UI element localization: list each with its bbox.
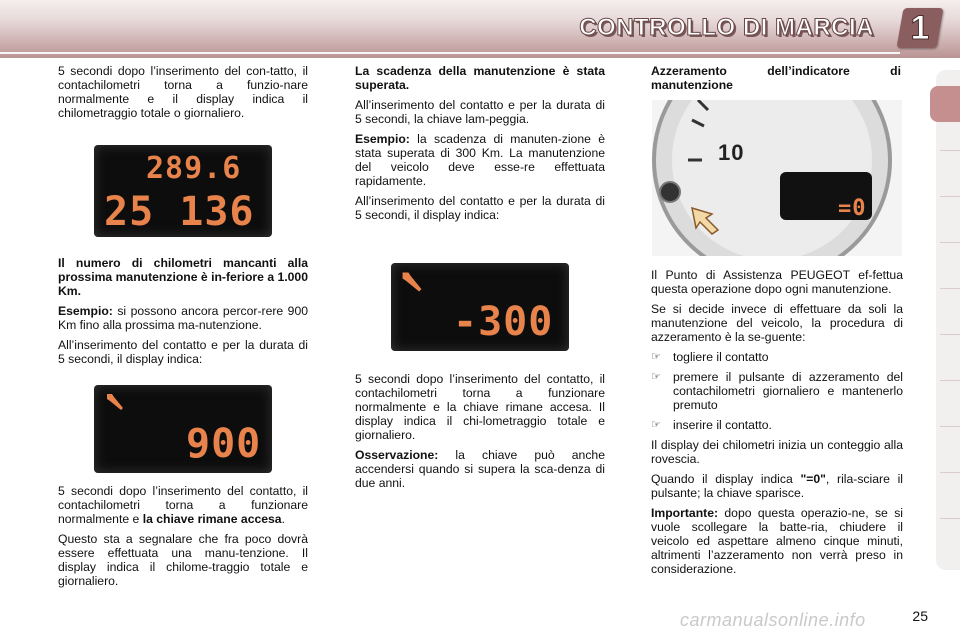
section-heading: Il numero di chilometri mancanti alla prossima manutenzione è in-feriore a 1.000 Km.	[58, 256, 308, 298]
paragraph: Se si decide invece di effettuare da soli la manutenzione del veicolo, la procedura di azzeramento è la se-guente:	[651, 302, 903, 344]
watermark: carmanualsonline.info	[680, 610, 866, 630]
column-3-body	[651, 268, 903, 582]
example-text: si possono ancora percor-rere 900 Km fino alla prossima ma-nutenzione.	[58, 304, 308, 332]
trip-reading: 289.6	[146, 151, 242, 186]
step-item	[651, 370, 903, 412]
reset-display-value: =0	[838, 196, 867, 221]
paragraph	[58, 484, 308, 526]
important-text: dopo questa operazio-ne, se si vuole scollegare la batte-ria, chiudere il veicolo ed aspettare almeno cinque minuti, altrimenti l’azzeramento non verrà preso in considerazione.	[651, 506, 903, 576]
gauge-tick-label: 10	[718, 140, 745, 165]
observation-text: la chiave può anche accendersi quando si supera la sca-denza di due anni.	[355, 448, 605, 490]
chapter-badge	[896, 8, 943, 48]
paragraph: 5 secondi dopo l’inserimento del contatto, il contachilometri torna a funzionare normalmente e la chiave rimane accesa. Il display indica il chi-lometraggio totale e giornaliero.	[355, 372, 605, 442]
column-2-bottom	[355, 372, 605, 496]
page-number: 25	[912, 608, 928, 624]
paragraph: All’inserimento del contatto e per la durata di 5 secondi, la chiave lam-peggia.	[355, 98, 605, 126]
overdue-km: -300	[453, 299, 554, 345]
tab-divider	[940, 472, 960, 473]
emphasis-text: la chiave rimane accesa	[142, 512, 282, 526]
important-label: Importante:	[651, 506, 719, 520]
tab-divider	[940, 150, 960, 151]
step-text: premere il pulsante di azzeramento del contachilometri giornaliero e mantenerlo premuto	[673, 370, 903, 412]
column-3	[651, 64, 901, 98]
tab-divider	[940, 288, 960, 289]
example-text: la scadenza di manuten-zione è stata superata di 300 Km. La manutenzione del veicolo deve esse-re effettuata rapidamente.	[355, 132, 605, 188]
wrench-icon	[104, 391, 126, 413]
paragraph-text: Quando il display indica	[651, 472, 801, 486]
section-heading: Azzeramento dell’indicatore di manutenzione	[651, 64, 901, 92]
header-divider	[0, 52, 900, 54]
paragraph-text: , rila-sciare il pulsante; la chiave sparisce.	[651, 472, 903, 500]
tab-divider	[940, 334, 960, 335]
paragraph-text: 5 secondi dopo l’inserimento del contatto, il contachilometri torna a funzionare normalmente e	[58, 484, 308, 526]
chapter-tab-strip	[936, 70, 960, 570]
example-label: Esempio:	[58, 304, 113, 318]
paragraph: All’inserimento del contatto e per la durata di 5 secondi, il display indica:	[58, 338, 308, 366]
gauge-illustration	[652, 100, 902, 256]
step-text: inserire il contatto.	[673, 418, 772, 432]
tab-divider	[940, 196, 960, 197]
important-paragraph	[651, 506, 903, 576]
emphasis-text: "=0"	[800, 472, 826, 486]
odometer-display	[94, 145, 272, 237]
pointing-hand-icon: ☞	[651, 351, 661, 363]
step-item	[651, 350, 903, 364]
section-heading: La scadenza della manutenzione è stata superata.	[355, 64, 605, 92]
paragraph: All’inserimento del contatto e per la durata di 5 secondi, il display indica:	[355, 194, 605, 222]
paragraph	[651, 472, 903, 500]
chapter-tab-active[interactable]	[930, 86, 960, 122]
maintenance-display-900	[94, 385, 272, 473]
tab-divider	[940, 426, 960, 427]
paragraph: Il display dei chilometri inizia un conteggio alla rovescia.	[651, 438, 903, 466]
paragraph-text: .	[281, 512, 285, 526]
observation-label: Osservazione:	[355, 448, 439, 462]
tab-divider	[940, 380, 960, 381]
step-item	[651, 418, 903, 432]
paragraph: Questo sta a segnalare che fra poco dovrà essere effettuata una manu-tenzione. Il display indica il chilome-traggio totale e giornaliero.	[58, 532, 308, 588]
pointing-hand-icon: ☞	[651, 419, 661, 431]
pointing-hand-icon: ☞	[651, 371, 661, 383]
example-paragraph	[58, 304, 308, 332]
column-1-middle	[58, 256, 308, 372]
chapter-number: 1	[910, 9, 930, 47]
step-text: togliere il contatto	[673, 350, 769, 364]
tab-divider	[940, 518, 960, 519]
tab-divider	[940, 242, 960, 243]
remaining-km: 900	[186, 421, 262, 467]
column-1-bottom	[58, 484, 308, 594]
paragraph: Il Punto di Assistenza PEUGEOT ef-fettua questa operazione dopo ogni manutenzione.	[651, 268, 903, 296]
maintenance-display-overdue	[391, 263, 569, 351]
instrument-panel-photo	[652, 100, 902, 256]
wrench-icon	[399, 269, 425, 295]
observation-paragraph	[355, 448, 605, 490]
column-1	[58, 64, 308, 126]
example-label: Esempio:	[355, 132, 410, 146]
example-paragraph	[355, 132, 605, 188]
total-reading: 25 136	[104, 189, 255, 235]
paragraph: 5 secondi dopo l’inserimento del con-tatto, il contachilometri torna a funzio-nare normalmente e il display indica il chilometraggio totale o giornaliero.	[58, 64, 308, 120]
column-2	[355, 64, 605, 228]
page-title: CONTROLLO DI MARCIA	[579, 14, 874, 41]
